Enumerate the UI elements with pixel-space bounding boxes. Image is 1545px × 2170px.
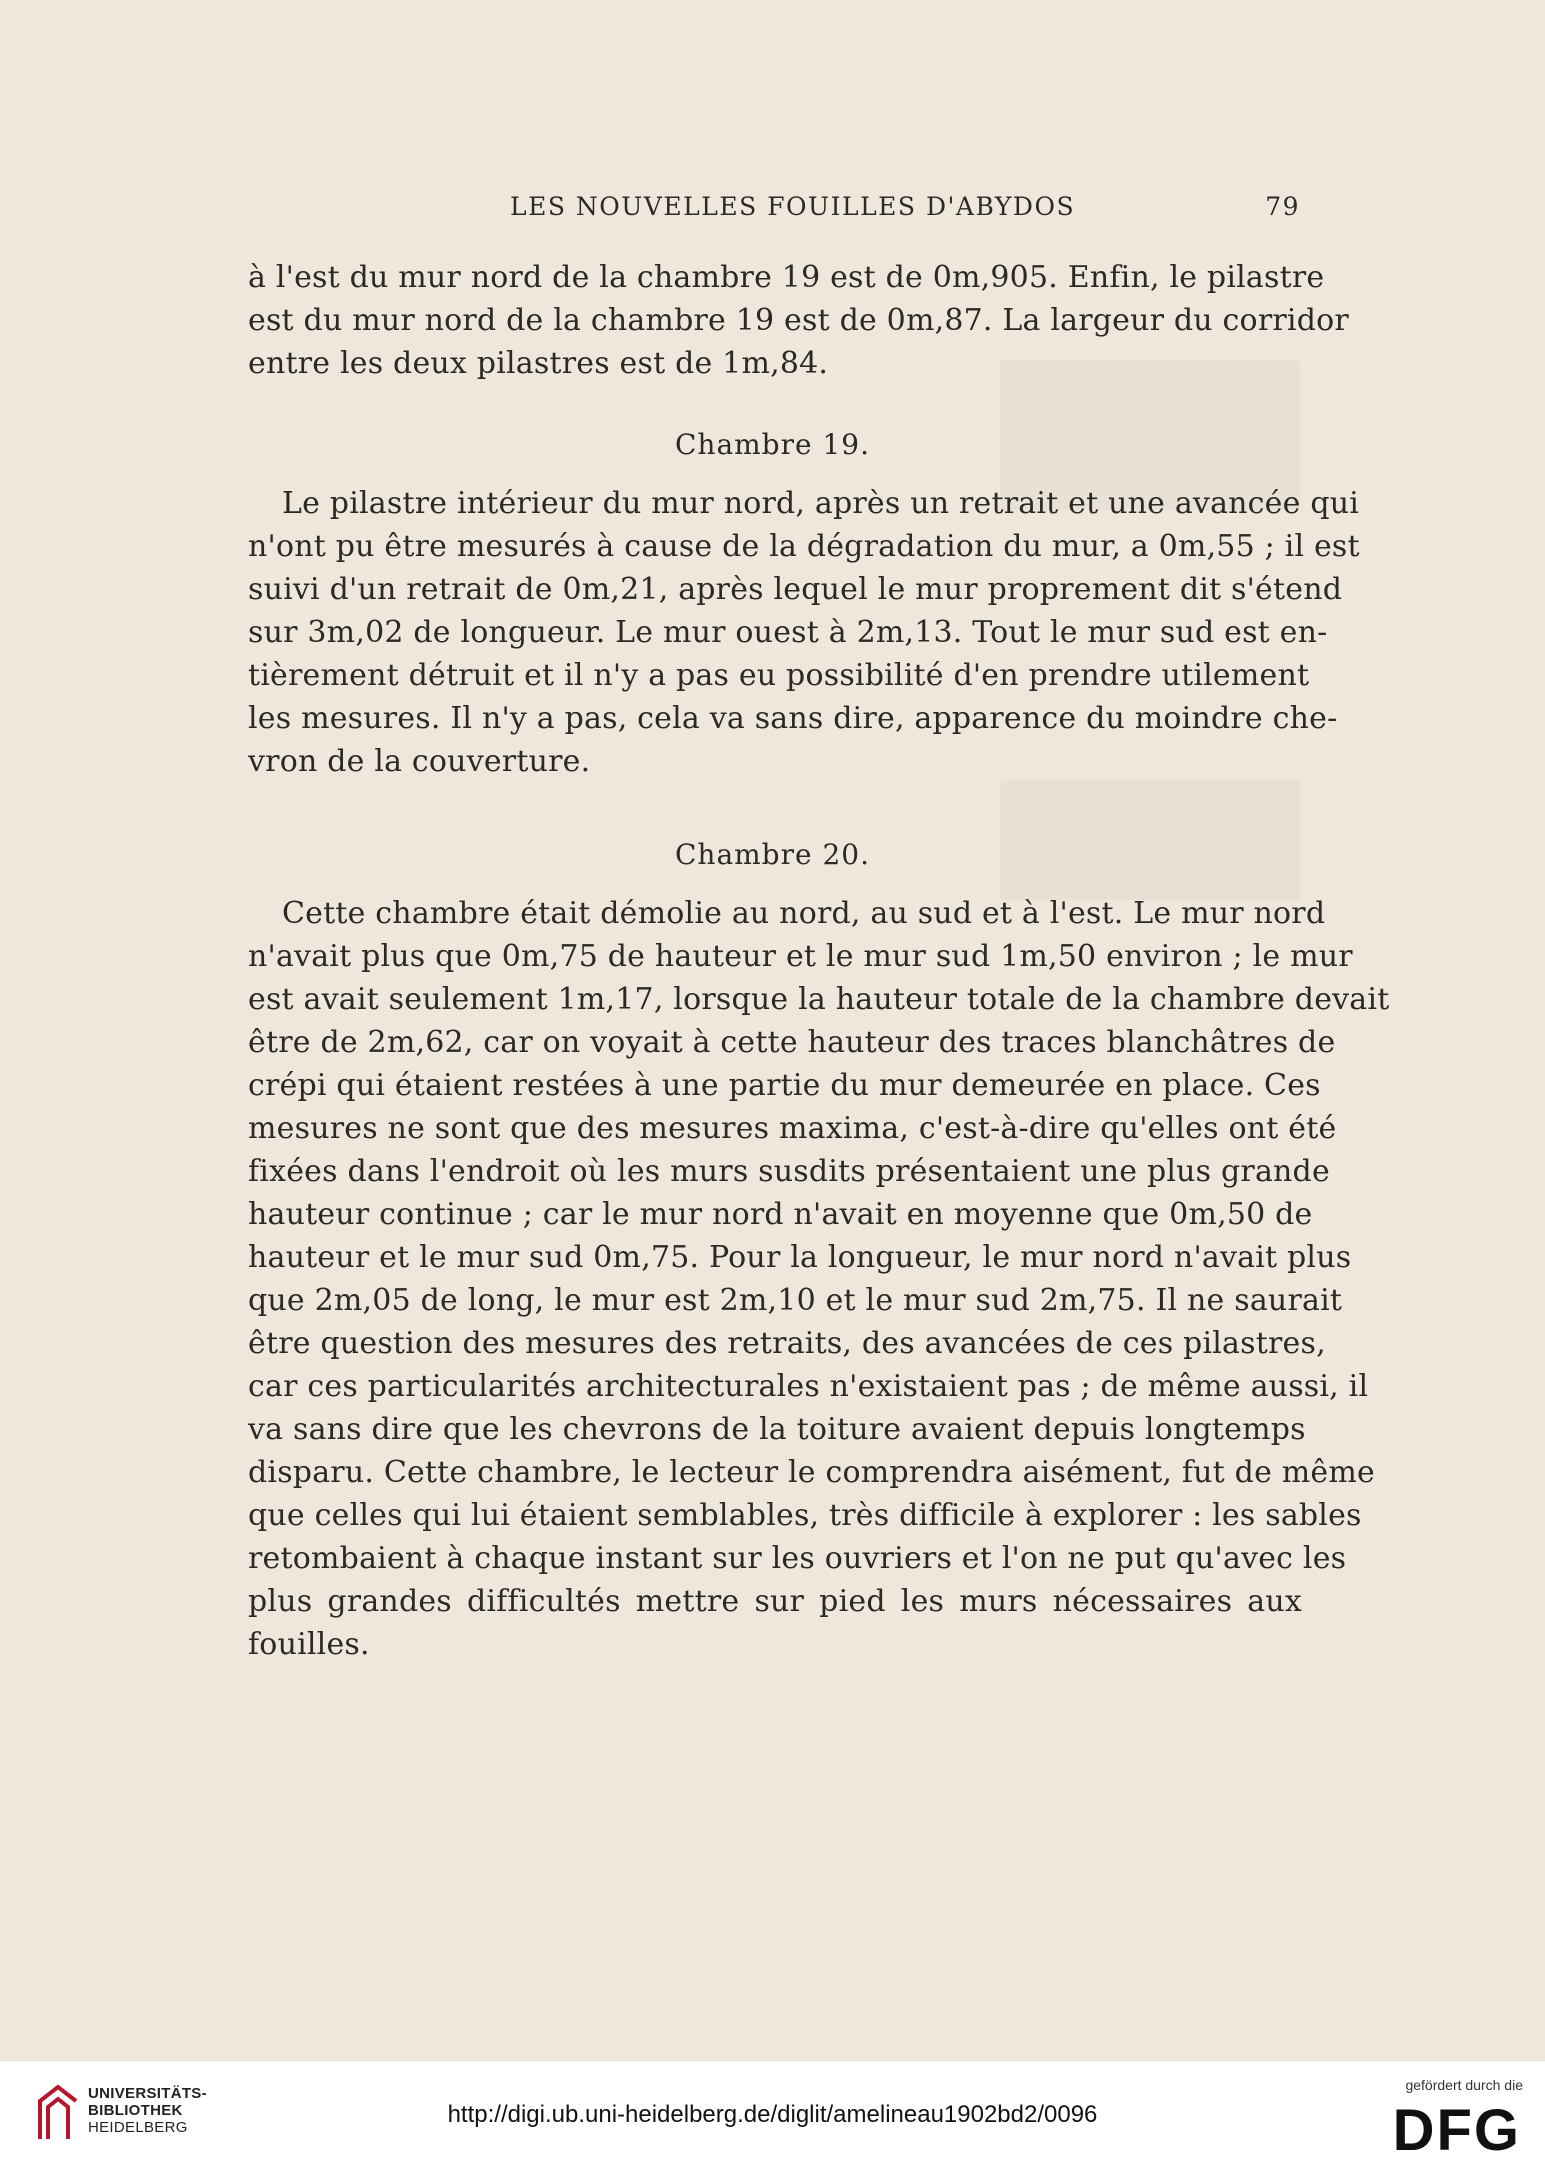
text-line: va sans dire que les chevrons de la toiture avaient depuis longtemps	[248, 1412, 1306, 1447]
funding-label: gefördert durch die	[1405, 2077, 1523, 2093]
text-line: fixées dans l'endroit où les murs susdits présentaient une plus grande	[248, 1154, 1330, 1189]
running-title: LES NOUVELLES FOUILLES D'ABYDOS	[510, 192, 1076, 221]
text-line: disparu. Cette chambre, le lecteur le comprendra aisément, fut de même	[248, 1455, 1375, 1490]
text-line: être de 2m,62, car on voyait à cette hauteur des traces blanchâtres de	[248, 1025, 1336, 1060]
text-line: que celles qui lui étaient semblables, très difficile à explorer : les sables	[248, 1498, 1362, 1533]
text-line: suivi d'un retrait de 0m,21, après lequel le mur proprement dit s'étend	[248, 572, 1343, 607]
text-line: crépi qui étaient restées à une partie du mur demeurée en place. Ces	[248, 1068, 1321, 1103]
running-header	[250, 192, 1300, 232]
footer-bar	[0, 2060, 1545, 2170]
page-number: 79	[1265, 192, 1300, 221]
text-line: vron de la couverture.	[248, 744, 591, 779]
text-line: à l'est du mur nord de la chambre 19 est de 0m,905. Enfin, le pilastre	[248, 260, 1325, 295]
text-line: car ces particularités architecturales n'existaient pas ; de même aussi, il	[248, 1369, 1369, 1404]
text-line: n'ont pu être mesurés à cause de la dégradation du mur, a 0m,55 ; il est	[248, 529, 1360, 564]
heading-chambre-19: Chambre 19.	[674, 428, 870, 461]
text-line: que 2m,05 de long, le mur est 2m,10 et le mur sud 2m,75. Il ne saurait	[248, 1283, 1343, 1318]
text-line: hauteur et le mur sud 0m,75. Pour la longueur, le mur nord n'avait plus	[248, 1240, 1352, 1275]
library-line-2: BIBLIOTHEK	[88, 2102, 183, 2119]
text-line: est avait seulement 1m,17, lorsque la hauteur totale de la chambre devait	[248, 982, 1390, 1017]
text-line: retombaient à chaque instant sur les ouvriers et l'on ne put qu'avec les	[248, 1541, 1347, 1576]
text-line: tièrement détruit et il n'y a pas eu possibilité d'en prendre utilement	[248, 658, 1310, 693]
paragraph-1	[248, 256, 1349, 385]
text-line: plus grandes difficultés mettre sur pied les murs nécessaires aux	[248, 1584, 1302, 1619]
text-line: fouilles.	[248, 1627, 370, 1662]
text-line: est du mur nord de la chambre 19 est de 0m,87. La largeur du corridor	[248, 303, 1349, 338]
text-line: sur 3m,02 de longueur. Le mur ouest à 2m,13. Tout le mur sud est en-	[248, 615, 1328, 650]
text-line: Cette chambre était démolie au nord, au sud et à l'est. Le mur nord	[282, 896, 1326, 931]
library-line-1: UNIVERSITÄTS-	[88, 2085, 207, 2102]
dfg-logo: DFG	[1392, 2098, 1521, 2163]
paragraph-3	[248, 892, 1390, 1666]
text-line: les mesures. Il n'y a pas, cela va sans dire, apparence du moindre che-	[248, 701, 1338, 736]
text-line: mesures ne sont que des mesures maxima, c'est-à-dire qu'elles ont été	[248, 1111, 1337, 1146]
heading-chambre-20: Chambre 20.	[674, 838, 870, 871]
permalink-url[interactable]: http://digi.ub.uni-heidelberg.de/diglit/amelineau1902bd2/0096	[447, 2101, 1098, 2128]
text-line: n'avait plus que 0m,75 de hauteur et le mur sud 1m,50 environ ; le mur	[248, 939, 1353, 974]
text-line: être question des mesures des retraits, des avancées de ces pilastres,	[248, 1326, 1326, 1361]
paragraph-2	[248, 482, 1360, 783]
library-line-3: HEIDELBERG	[88, 2119, 188, 2136]
text-line: Le pilastre intérieur du mur nord, après un retrait et une avancée qui	[282, 486, 1360, 521]
text-line: hauteur continue ; car le mur nord n'avait en moyenne que 0m,50 de	[248, 1197, 1313, 1232]
text-line: entre les deux pilastres est de 1m,84.	[248, 346, 829, 381]
